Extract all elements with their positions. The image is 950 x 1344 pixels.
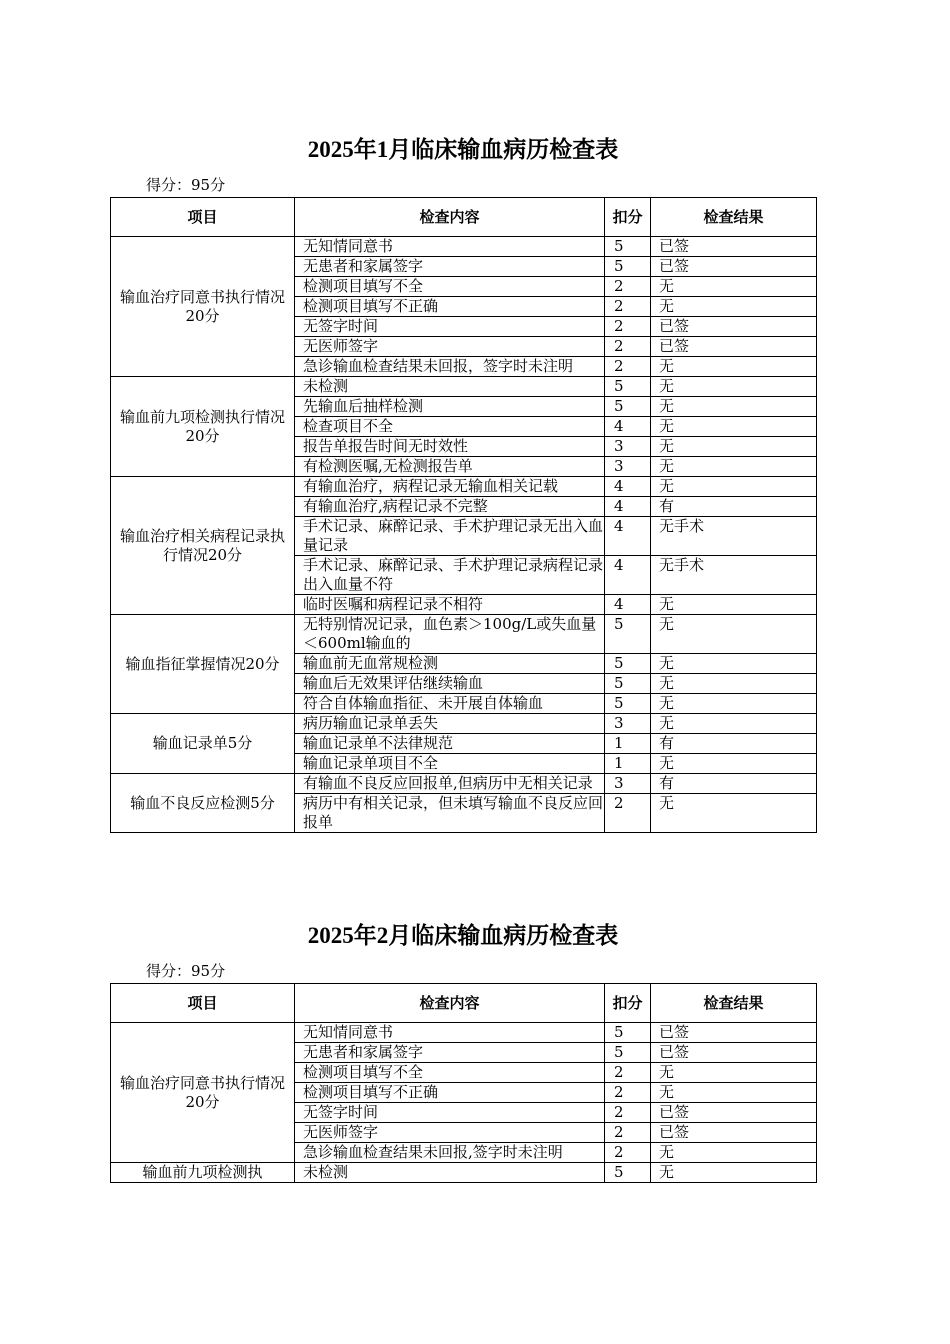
- deduct-cell: 5: [605, 654, 651, 674]
- table-row: [111, 714, 817, 734]
- result-cell: 已签: [651, 1023, 817, 1043]
- content-cell: 检测项目填写不全: [295, 1063, 605, 1083]
- content-cell: 有输血不良反应回报单,但病历中无相关记录: [295, 774, 605, 794]
- deduct-cell: 1: [605, 754, 651, 774]
- content-cell: 无知情同意书: [295, 1023, 605, 1043]
- deduct-cell: 5: [605, 1043, 651, 1063]
- deduct-cell: 3: [605, 714, 651, 734]
- column-header-result: 检查结果: [651, 984, 817, 1023]
- deduct-cell: 3: [605, 457, 651, 477]
- content-cell: 无签字时间: [295, 317, 605, 337]
- deduct-cell: 5: [605, 397, 651, 417]
- table-row: [111, 237, 817, 257]
- score-line: 得分：95分: [146, 962, 226, 980]
- deduct-cell: 2: [605, 794, 651, 833]
- deduct-cell: 4: [605, 477, 651, 497]
- inspection-table: [110, 197, 817, 833]
- sheet-january: [110, 135, 816, 833]
- category-cell: 输血前九项检测执: [111, 1163, 295, 1183]
- table-body: [111, 1023, 817, 1183]
- content-cell: 无医师签字: [295, 1123, 605, 1143]
- deduct-cell: 4: [605, 497, 651, 517]
- table-body: [111, 237, 817, 833]
- content-cell: 无医师签字: [295, 337, 605, 357]
- content-cell: 病历中有相关记录，但未填写输血不良反应回报单: [295, 794, 605, 833]
- content-cell: 报告单报告时间无时效性: [295, 437, 605, 457]
- sheet-february: [110, 921, 816, 1183]
- result-cell: 无: [651, 794, 817, 833]
- content-cell: 急诊输血检查结果未回报,签字时未注明: [295, 1143, 605, 1163]
- category-cell: 输血治疗相关病程记录执行情况20分: [111, 477, 295, 615]
- deduct-cell: 5: [605, 694, 651, 714]
- content-cell: 检测项目填写不正确: [295, 297, 605, 317]
- table-row: [111, 1163, 817, 1183]
- result-cell: 无: [651, 754, 817, 774]
- deduct-cell: 4: [605, 517, 651, 556]
- deduct-cell: 2: [605, 317, 651, 337]
- column-header-item: 项目: [111, 198, 295, 237]
- result-cell: 无: [651, 694, 817, 714]
- result-cell: 无: [651, 377, 817, 397]
- deduct-cell: 5: [605, 1023, 651, 1043]
- content-cell: 无患者和家属签字: [295, 1043, 605, 1063]
- category-cell: 输血不良反应检测5分: [111, 774, 295, 833]
- column-header-result: 检查结果: [651, 198, 817, 237]
- result-cell: 无: [651, 417, 817, 437]
- deduct-cell: 4: [605, 417, 651, 437]
- result-cell: 无: [651, 1163, 817, 1183]
- deduct-cell: 5: [605, 257, 651, 277]
- inspection-table: [110, 983, 817, 1183]
- content-cell: 输血记录单不法律规范: [295, 734, 605, 754]
- result-cell: 无: [651, 357, 817, 377]
- result-cell: 无: [651, 457, 817, 477]
- table-row: [111, 377, 817, 397]
- result-cell: 已签: [651, 237, 817, 257]
- category-cell: 输血指征掌握情况20分: [111, 615, 295, 714]
- result-cell: 已签: [651, 257, 817, 277]
- result-cell: 无: [651, 1083, 817, 1103]
- sheet-title: 2025年2月临床输血病历检查表: [307, 923, 619, 948]
- deduct-cell: 5: [605, 237, 651, 257]
- deduct-cell: 5: [605, 1163, 651, 1183]
- deduct-cell: 3: [605, 774, 651, 794]
- deduct-cell: 2: [605, 277, 651, 297]
- result-cell: 已签: [651, 337, 817, 357]
- deduct-cell: 5: [605, 377, 651, 397]
- table-header-row: [111, 198, 817, 237]
- result-cell: 有: [651, 774, 817, 794]
- result-cell: 无: [651, 714, 817, 734]
- content-cell: 检查项目不全: [295, 417, 605, 437]
- deduct-cell: 2: [605, 1083, 651, 1103]
- content-cell: 无知情同意书: [295, 237, 605, 257]
- result-cell: 无: [651, 674, 817, 694]
- content-cell: 输血后无效果评估继续输血: [295, 674, 605, 694]
- content-cell: 无特别情况记录，血色素＞100g/L或失血量＜600ml输血的: [295, 615, 605, 654]
- content-cell: 手术记录、麻醉记录、手术护理记录无出入血量记录: [295, 517, 605, 556]
- table-row: [111, 477, 817, 497]
- result-cell: 无: [651, 297, 817, 317]
- column-header-item: 项目: [111, 984, 295, 1023]
- content-cell: 有输血治疗,病程记录不完整: [295, 497, 605, 517]
- result-cell: 无: [651, 477, 817, 497]
- result-cell: 无: [651, 397, 817, 417]
- table-row: [111, 615, 817, 654]
- deduct-cell: 2: [605, 1063, 651, 1083]
- result-cell: 已签: [651, 1103, 817, 1123]
- sheet-title: 2025年1月临床输血病历检查表: [307, 137, 619, 162]
- deduct-cell: 4: [605, 595, 651, 615]
- result-cell: 已签: [651, 1043, 817, 1063]
- content-cell: 检测项目填写不正确: [295, 1083, 605, 1103]
- result-cell: 无: [651, 1063, 817, 1083]
- result-cell: 已签: [651, 317, 817, 337]
- category-cell: 输血记录单5分: [111, 714, 295, 774]
- result-cell: 无手术: [651, 556, 817, 595]
- result-cell: 无: [651, 615, 817, 654]
- result-cell: 有: [651, 497, 817, 517]
- content-cell: 手术记录、麻醉记录、手术护理记录病程记录出入血量不符: [295, 556, 605, 595]
- result-cell: 无: [651, 437, 817, 457]
- result-cell: 无: [651, 1143, 817, 1163]
- score-line: 得分：95分: [146, 176, 226, 194]
- category-cell: 输血治疗同意书执行情况20分: [111, 1023, 295, 1163]
- deduct-cell: 5: [605, 615, 651, 654]
- deduct-cell: 2: [605, 357, 651, 377]
- content-cell: 急诊输血检查结果未回报，签字时未注明: [295, 357, 605, 377]
- deduct-cell: 2: [605, 337, 651, 357]
- deduct-cell: 2: [605, 1123, 651, 1143]
- category-cell: 输血前九项检测执行情况20分: [111, 377, 295, 477]
- table-row: [111, 1023, 817, 1043]
- content-cell: 未检测: [295, 1163, 605, 1183]
- content-cell: 无签字时间: [295, 1103, 605, 1123]
- column-header-deduct: 扣分: [605, 984, 651, 1023]
- content-cell: 有检测医嘱,无检测报告单: [295, 457, 605, 477]
- column-header-deduct: 扣分: [605, 198, 651, 237]
- table-row: [111, 774, 817, 794]
- content-cell: 病历输血记录单丢失: [295, 714, 605, 734]
- content-cell: 先输血后抽样检测: [295, 397, 605, 417]
- result-cell: 无: [651, 277, 817, 297]
- deduct-cell: 2: [605, 1143, 651, 1163]
- deduct-cell: 4: [605, 556, 651, 595]
- content-cell: 检测项目填写不全: [295, 277, 605, 297]
- deduct-cell: 2: [605, 1103, 651, 1123]
- result-cell: 无: [651, 654, 817, 674]
- result-cell: 无手术: [651, 517, 817, 556]
- result-cell: 有: [651, 734, 817, 754]
- deduct-cell: 1: [605, 734, 651, 754]
- content-cell: 无患者和家属签字: [295, 257, 605, 277]
- deduct-cell: 3: [605, 437, 651, 457]
- table-header-row: [111, 984, 817, 1023]
- content-cell: 输血记录单项目不全: [295, 754, 605, 774]
- column-header-content: 检查内容: [295, 984, 605, 1023]
- content-cell: 未检测: [295, 377, 605, 397]
- deduct-cell: 2: [605, 297, 651, 317]
- result-cell: 已签: [651, 1123, 817, 1143]
- category-cell: 输血治疗同意书执行情况20分: [111, 237, 295, 377]
- content-cell: 输血前无血常规检测: [295, 654, 605, 674]
- content-cell: 临时医嘱和病程记录不相符: [295, 595, 605, 615]
- column-header-content: 检查内容: [295, 198, 605, 237]
- result-cell: 无: [651, 595, 817, 615]
- content-cell: 符合自体输血指征、未开展自体输血: [295, 694, 605, 714]
- deduct-cell: 5: [605, 674, 651, 694]
- content-cell: 有输血治疗，病程记录无输血相关记载: [295, 477, 605, 497]
